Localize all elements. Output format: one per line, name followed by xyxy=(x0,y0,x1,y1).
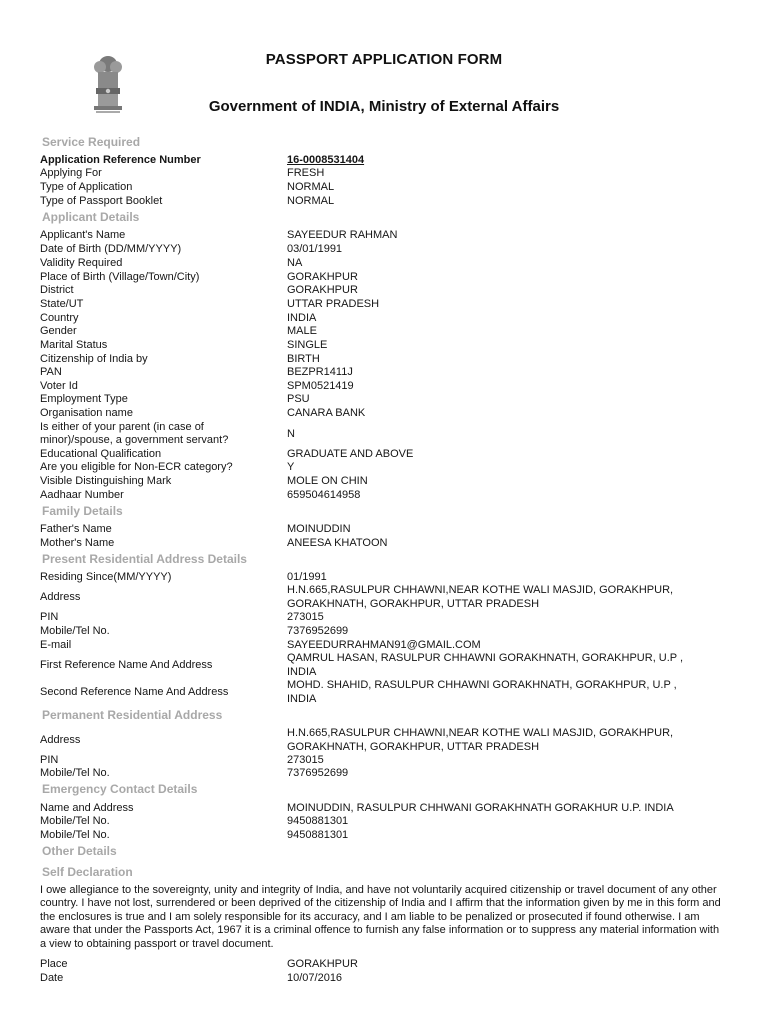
place-label: Place xyxy=(40,958,68,970)
permanent-address-line2: GORAKHNATH, GORAKHPUR, UTTAR PRADESH xyxy=(287,741,540,753)
section-family-details: Family Details xyxy=(42,504,123,518)
ref-number-value: 16-0008531404 xyxy=(287,154,365,166)
place-of-birth-value: GORAKHPUR xyxy=(287,271,358,283)
emergency-mobile1-label: Mobile/Tel No. xyxy=(40,815,110,827)
gender-label: Gender xyxy=(40,325,77,337)
father-name-label: Father's Name xyxy=(40,523,112,535)
dob-value: 03/01/1991 xyxy=(287,243,343,255)
applicant-name-label: Applicant's Name xyxy=(40,229,126,241)
mother-name-value: ANEESA KHATOON xyxy=(287,537,388,549)
place-of-birth-label: Place of Birth (Village/Town/City) xyxy=(40,271,200,283)
present-pin-label: PIN xyxy=(40,611,59,623)
education-label: Educational Qualification xyxy=(40,448,162,460)
page-title: PASSPORT APPLICATION FORM xyxy=(265,51,503,68)
aadhaar-value: 659504614958 xyxy=(287,489,361,501)
citizenship-label: Citizenship of India by xyxy=(40,353,148,365)
district-value: GORAKHPUR xyxy=(287,284,358,296)
booklet-type-value: NORMAL xyxy=(287,195,335,207)
permanent-mobile-value: 7376952699 xyxy=(287,767,349,779)
emergency-mobile1-value: 9450881301 xyxy=(287,815,349,827)
present-pin-value: 273015 xyxy=(287,611,324,623)
second-reference-line2: INDIA xyxy=(287,693,317,705)
validity-label: Validity Required xyxy=(40,257,123,269)
citizenship-value: BIRTH xyxy=(287,353,320,365)
type-of-application-value: NORMAL xyxy=(287,181,335,193)
section-emergency-contact: Emergency Contact Details xyxy=(42,782,198,796)
marital-status-label: Marital Status xyxy=(40,339,108,351)
non-ecr-label: Are you eligible for Non-ECR category? xyxy=(40,461,233,473)
present-mobile-value: 7376952699 xyxy=(287,625,349,637)
employment-type-value: PSU xyxy=(287,393,310,405)
voter-id-label: Voter Id xyxy=(40,380,78,392)
applying-for-label: Applying For xyxy=(40,167,102,179)
organisation-label: Organisation name xyxy=(40,407,133,419)
section-service-required: Service Required xyxy=(42,135,141,149)
aadhaar-label: Aadhaar Number xyxy=(40,489,124,501)
first-reference-line1: QAMRUL HASAN, RASULPUR CHHAWNI GORAKHNATH, GORAKHPUR, U.P , xyxy=(287,652,684,664)
present-address-label: Address xyxy=(40,591,81,603)
country-value: INDIA xyxy=(287,312,317,324)
section-permanent-address: Permanent Residential Address xyxy=(42,708,223,722)
present-mobile-label: Mobile/Tel No. xyxy=(40,625,110,637)
second-reference-label: Second Reference Name And Address xyxy=(40,686,229,698)
state-label: State/UT xyxy=(40,298,84,310)
booklet-type-label: Type of Passport Booklet xyxy=(40,195,163,207)
date-value: 10/07/2016 xyxy=(287,972,343,984)
distinguishing-mark-value: MOLE ON CHIN xyxy=(287,475,368,487)
section-present-address: Present Residential Address Details xyxy=(42,552,247,566)
applicant-name-value: SAYEEDUR RAHMAN xyxy=(287,229,398,241)
ref-number-label: Application Reference Number xyxy=(40,154,201,166)
country-label: Country xyxy=(40,312,79,324)
govt-servant-value: N xyxy=(287,428,295,440)
pan-value: BEZPR1411J xyxy=(287,366,353,378)
non-ecr-value: Y xyxy=(287,461,295,473)
first-reference-label: First Reference Name And Address xyxy=(40,659,213,671)
emergency-name-label: Name and Address xyxy=(40,802,134,814)
employment-type-label: Employment Type xyxy=(40,393,128,405)
voter-id-value: SPM0521419 xyxy=(287,380,354,392)
section-applicant-details: Applicant Details xyxy=(42,210,140,224)
father-name-value: MOINUDDIN xyxy=(287,523,351,535)
email-label: E-mail xyxy=(40,639,72,651)
gender-value: MALE xyxy=(287,325,317,337)
education-value: GRADUATE AND ABOVE xyxy=(287,448,414,460)
govt-servant-label-line2: minor)/spouse, a government servant? xyxy=(40,434,229,446)
permanent-address-label: Address xyxy=(40,734,81,746)
organisation-value: CANARA BANK xyxy=(287,407,366,419)
residing-since-value: 01/1991 xyxy=(287,571,327,583)
place-value: GORAKHPUR xyxy=(287,958,358,970)
section-other-details: Other Details xyxy=(42,844,117,858)
emergency-name-value: MOINUDDIN, RASULPUR CHHWANI GORAKHNATH GORAKHUR U.P. INDIA xyxy=(287,802,674,814)
permanent-pin-label: PIN xyxy=(40,754,59,766)
marital-status-value: SINGLE xyxy=(287,339,328,351)
residing-since-label: Residing Since(MM/YYYY) xyxy=(40,571,172,583)
govt-servant-label-line1: Is either of your parent (in case of xyxy=(40,421,204,433)
dob-label: Date of Birth (DD/MM/YYYY) xyxy=(40,243,182,255)
email-value: SAYEEDURRAHMAN91@GMAIL.COM xyxy=(287,639,481,651)
section-self-declaration: Self Declaration xyxy=(42,865,133,879)
permanent-pin-value: 273015 xyxy=(287,754,324,766)
first-reference-line2: INDIA xyxy=(287,666,317,678)
state-value: UTTAR PRADESH xyxy=(287,298,380,310)
distinguishing-mark-label: Visible Distinguishing Mark xyxy=(40,475,172,487)
validity-value: NA xyxy=(287,257,303,269)
declaration-text: I owe allegiance to the sovereignty, unity and integrity of India, and have not voluntarily acquired citizenship or travel document of any other country. I have not lost, surrendered or been deprived of the citizenship of India and I affirm that the information given by me in this form and the enclosures is true and I am solely responsible for its accuracy, and I am liable to be penalized or prosecuted if found otherwise. I am aware that under the Passports Act, 1967 it is a criminal offence to furnish any false information or to suppress any material information with a view to obtaining passport or travel document. xyxy=(40,884,721,950)
type-of-application-label: Type of Application xyxy=(40,181,133,193)
pan-label: PAN xyxy=(40,366,62,378)
applying-for-value: FRESH xyxy=(287,167,325,179)
date-label: Date xyxy=(40,972,64,984)
permanent-address-line1: H.N.665,RASULPUR CHHAWNI,NEAR KOTHE WALI MASJID, GORAKHPUR, xyxy=(287,727,674,739)
present-address-line1: H.N.665,RASULPUR CHHAWNI,NEAR KOTHE WALI MASJID, GORAKHPUR, xyxy=(287,584,674,596)
mother-name-label: Mother's Name xyxy=(40,537,115,549)
present-address-line2: GORAKHNATH, GORAKHPUR, UTTAR PRADESH xyxy=(287,598,540,610)
district-label: District xyxy=(40,284,74,296)
permanent-mobile-label: Mobile/Tel No. xyxy=(40,767,110,779)
page-subtitle: Government of INDIA, Ministry of External Affairs xyxy=(208,98,560,115)
second-reference-line1: MOHD. SHAHID, RASULPUR CHHAWNI GORAKHNATH, GORAKHPUR, U.P , xyxy=(287,679,677,691)
emergency-mobile2-label: Mobile/Tel No. xyxy=(40,829,110,841)
emergency-mobile2-value: 9450881301 xyxy=(287,829,349,841)
